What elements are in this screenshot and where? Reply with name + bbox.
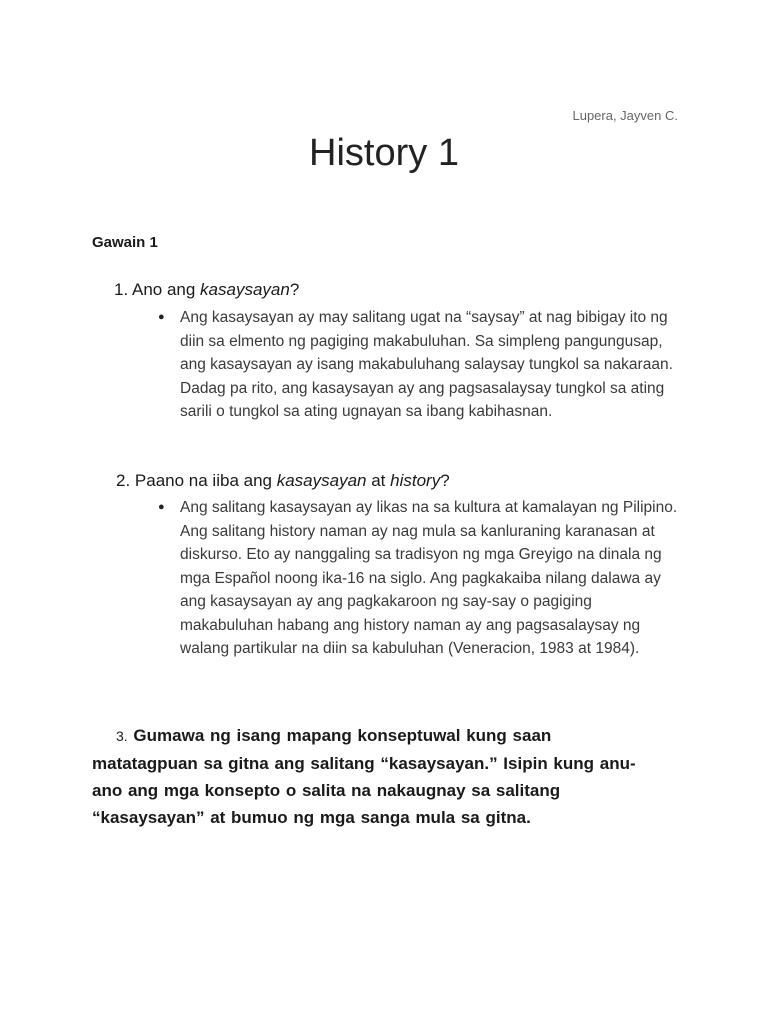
bullet-icon: ● xyxy=(158,311,165,323)
question-3 xyxy=(92,722,652,831)
answer-1-text: Ang kasaysayan ay may salitang ugat na “saysay” at nag bibigay ito ng diin sa elmento ng pagiging makabuluhan. Sa simpleng pangungusap, ang kasaysayan ay isang makabuluhang salaysay tungkol sa nakaraan. Dadag pa rito, ang kasaysayan ay ang pagsasalaysay tungkol sa ating sarili o tungkol sa ating ugnayan sa ibang kabihasnan. xyxy=(180,309,673,420)
answer-2 xyxy=(158,496,688,661)
author-name: Lupera, Jayven C. xyxy=(572,108,678,123)
question-1-prefix: Ano ang xyxy=(131,280,201,299)
question-2-term-2: history xyxy=(390,471,441,490)
question-1-term: kasaysayan xyxy=(200,280,290,299)
page-title: History 1 xyxy=(309,132,459,174)
question-2-number: 2. xyxy=(116,471,131,490)
question-3-number: 3. xyxy=(116,728,128,744)
section-label: Gawain 1 xyxy=(92,234,158,251)
answer-1 xyxy=(158,306,688,424)
question-1 xyxy=(114,280,299,300)
bullet-icon: ● xyxy=(158,501,165,513)
answer-2-text: Ang salitang kasaysayan ay likas na sa kultura at kamalayan ng Pilipino. Ang salitang history naman ay nag mula sa kanluraning karanasan at diskurso. Eto ay nanggaling sa tradisyon ng mga Greyigo na dinala ng mga Español noong ika-16 na siglo. Ang pagkakaiba nilang dalawa ay ang kasaysayan ay ang pagkakaroon ng say-say o pagiging makabuluhan habang ang history naman ay ang pagsasalaysay ng walang partikular na diin sa kabuluhan (Veneracion, 1983 at 1984). xyxy=(180,499,678,657)
question-2-middle: at xyxy=(366,471,391,490)
question-3-text: Gumawa ng isang mapang konseptuwal kung saan matatagpuan sa gitna ang salitang “kasaysayan.” Isipin kung anu-ano ang mga konsepto o salita na nakaugnay sa salitang “kasaysayan” at bumuo ng mga sanga mula sa gitna. xyxy=(92,726,636,827)
question-1-number: 1. xyxy=(114,280,129,299)
question-2-term-1: kasaysayan xyxy=(276,471,367,490)
question-2-suffix: ? xyxy=(440,471,450,490)
question-2 xyxy=(116,471,450,491)
question-2-prefix: Paano na iiba ang xyxy=(134,471,277,490)
question-1-suffix: ? xyxy=(289,280,300,299)
